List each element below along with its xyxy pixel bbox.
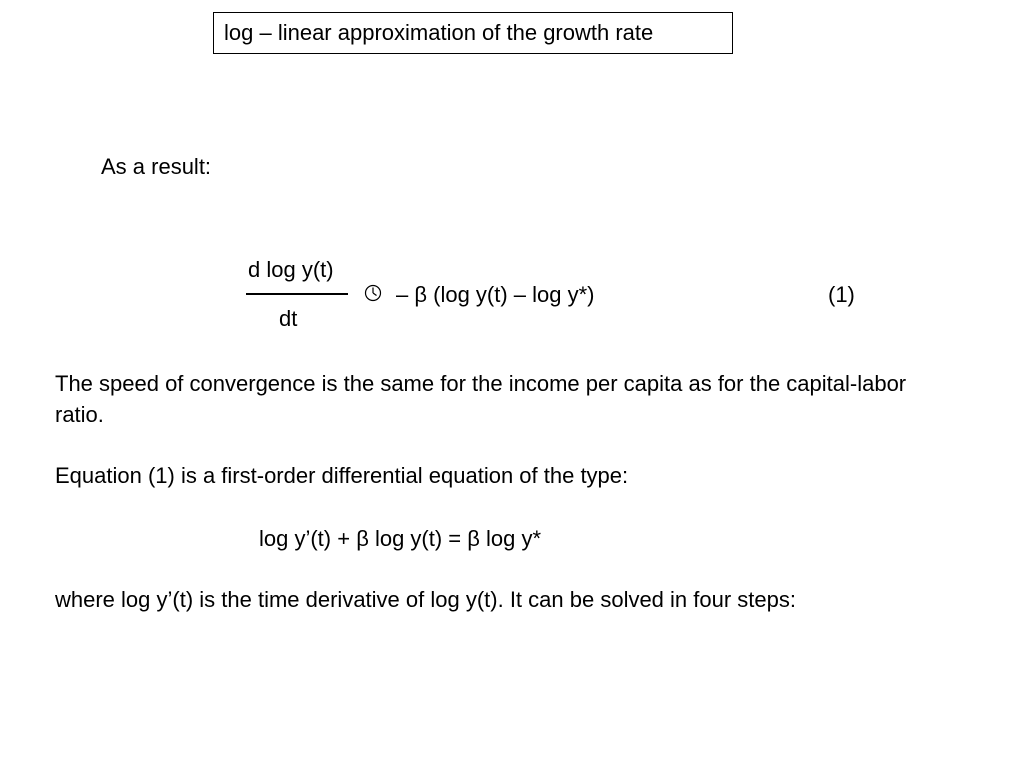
paragraph-equation-type: Equation (1) is a first-order differential equation of the type: xyxy=(55,463,629,488)
paragraph-solution-steps: where log y’(t) is the time derivative of log y(t). It can be solved in four steps: xyxy=(55,587,796,612)
slide-title-box xyxy=(213,12,733,54)
paragraph-convergence: The speed of convergence is the same for the income per capita as for the capital-labor ratio. xyxy=(55,371,907,427)
equation-1-denominator: dt xyxy=(279,306,298,331)
approx-symbol-icon xyxy=(364,284,382,302)
slide-title: log – linear approximation of the growth rate xyxy=(224,20,654,45)
fraction-bar xyxy=(246,293,348,295)
equation-1-rhs: – β (log y(t) – log y*) xyxy=(396,282,595,307)
equation-1-number: (1) xyxy=(828,282,855,307)
equation-1-numerator: d log y(t) xyxy=(248,257,334,282)
equation-2: log y’(t) + β log y(t) = β log y* xyxy=(259,526,542,551)
intro-text: As a result: xyxy=(101,154,212,179)
